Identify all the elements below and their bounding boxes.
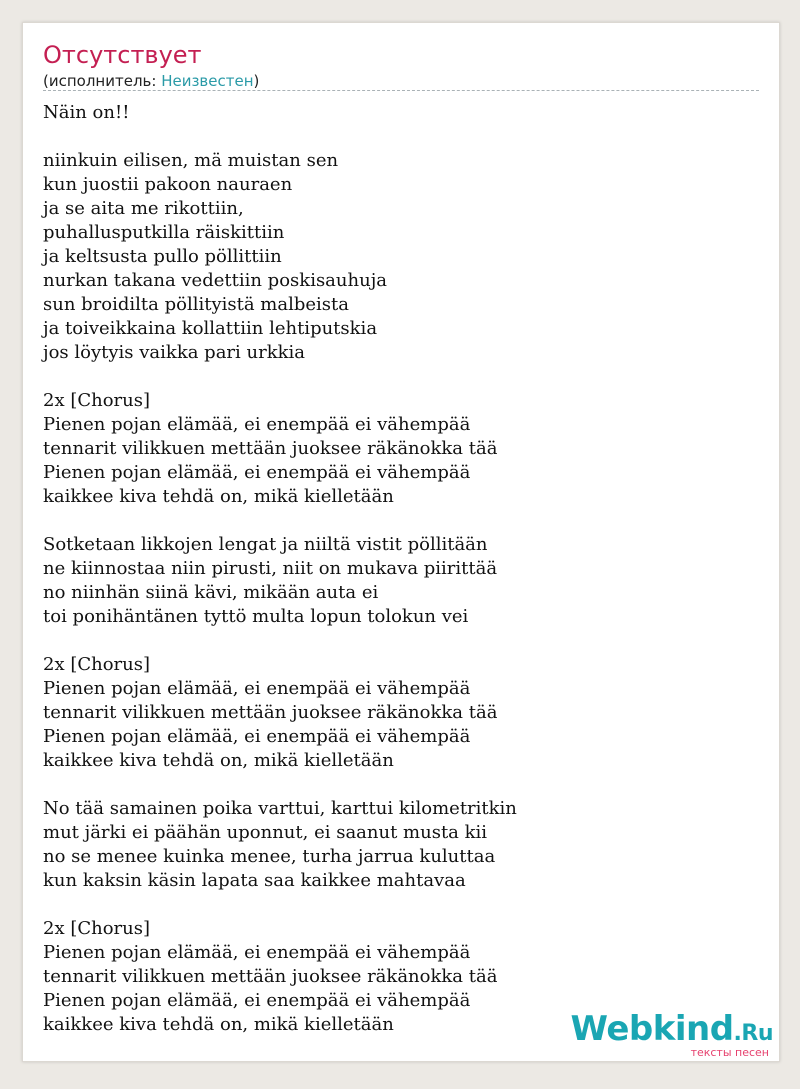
lyric-line: Pienen pojan elämää, ei enempää ei vähempää xyxy=(43,462,471,483)
lyric-line: jos löytyis vaikka pari urkkia xyxy=(43,342,306,363)
lyric-blank-line xyxy=(43,125,759,149)
lyric-line: No tää samainen poika varttui, karttui kilometritkin xyxy=(43,798,517,819)
lyric-line: ja keltsusta pullo pöllittiin xyxy=(43,246,282,267)
lyric-blank-line xyxy=(43,893,759,917)
logo-tagline: тексты песен xyxy=(690,1046,769,1059)
logo-tld: .Ru xyxy=(733,1021,773,1046)
lyric-blank-line xyxy=(43,629,759,653)
lyric-line: Pienen pojan elämää, ei enempää ei vähempää xyxy=(43,726,471,747)
artist-link[interactable]: Неизвестен xyxy=(161,72,254,90)
lyric-line: 2x [Chorus] xyxy=(43,390,151,411)
lyric-line: Sotketaan likkojen lengat ja niiltä vistit pöllitään xyxy=(43,534,488,555)
lyric-line: kun kaksin käsin lapata saa kaikkee mahtavaa xyxy=(43,870,466,891)
artist-line xyxy=(43,72,259,90)
lyric-line: puhallusputkilla räiskittiin xyxy=(43,222,285,243)
lyric-line: Pienen pojan elämää, ei enempää ei vähempää xyxy=(43,414,471,435)
lyric-line: toi ponihäntänen tyttö multa lopun tolokun vei xyxy=(43,606,469,627)
lyric-line: ja se aita me rikottiin, xyxy=(43,198,244,219)
logo-main-text: Webkind xyxy=(570,1009,734,1049)
lyric-line: kun juostii pakoon nauraen xyxy=(43,174,293,195)
lyric-line: 2x [Chorus] xyxy=(43,654,151,675)
song-title: Отсутствует xyxy=(43,41,202,69)
lyric-line: kaikkee kiva tehdä on, mikä kielletään xyxy=(43,1014,394,1035)
lyric-line: tennarit vilikkuen mettään juoksee räkänokka tää xyxy=(43,438,498,459)
lyric-line: tennarit vilikkuen mettään juoksee räkänokka tää xyxy=(43,966,498,987)
lyrics-body xyxy=(43,101,759,1037)
header-divider xyxy=(43,90,759,91)
lyric-line: no niinhän siinä kävi, mikään auta ei xyxy=(43,582,379,603)
lyric-line: no se menee kuinka menee, turha jarrua kuluttaa xyxy=(43,846,496,867)
lyrics-card xyxy=(22,22,780,1062)
lyric-line: kaikkee kiva tehdä on, mikä kielletään xyxy=(43,750,394,771)
lyric-line: Pienen pojan elämää, ei enempää ei vähempää xyxy=(43,942,471,963)
lyric-line: nurkan takana vedettiin poskisauhuja xyxy=(43,270,388,291)
lyric-line: Pienen pojan elämää, ei enempää ei vähempää xyxy=(43,990,471,1011)
lyric-line: Näin on!! xyxy=(43,102,130,123)
artist-prefix: (исполнитель: xyxy=(43,72,162,90)
lyric-line: tennarit vilikkuen mettään juoksee räkänokka tää xyxy=(43,702,498,723)
lyric-blank-line xyxy=(43,773,759,797)
webkind-logo[interactable] xyxy=(571,1011,773,1059)
artist-suffix: ) xyxy=(253,72,260,90)
lyric-line: ja toiveikkaina kollattiin lehtiputskia xyxy=(43,318,378,339)
lyric-line: 2x [Chorus] xyxy=(43,918,151,939)
lyric-blank-line xyxy=(43,365,759,389)
lyric-line: kaikkee kiva tehdä on, mikä kielletään xyxy=(43,486,394,507)
lyric-line: mut järki ei päähän uponnut, ei saanut musta kii xyxy=(43,822,488,843)
lyric-line: sun broidilta pöllityistä malbeista xyxy=(43,294,349,315)
lyric-line: niinkuin eilisen, mä muistan sen xyxy=(43,150,339,171)
lyric-line: Pienen pojan elämää, ei enempää ei vähempää xyxy=(43,678,471,699)
lyric-blank-line xyxy=(43,509,759,533)
lyric-line: ne kiinnostaa niin pirusti, niit on mukava piirittää xyxy=(43,558,498,579)
